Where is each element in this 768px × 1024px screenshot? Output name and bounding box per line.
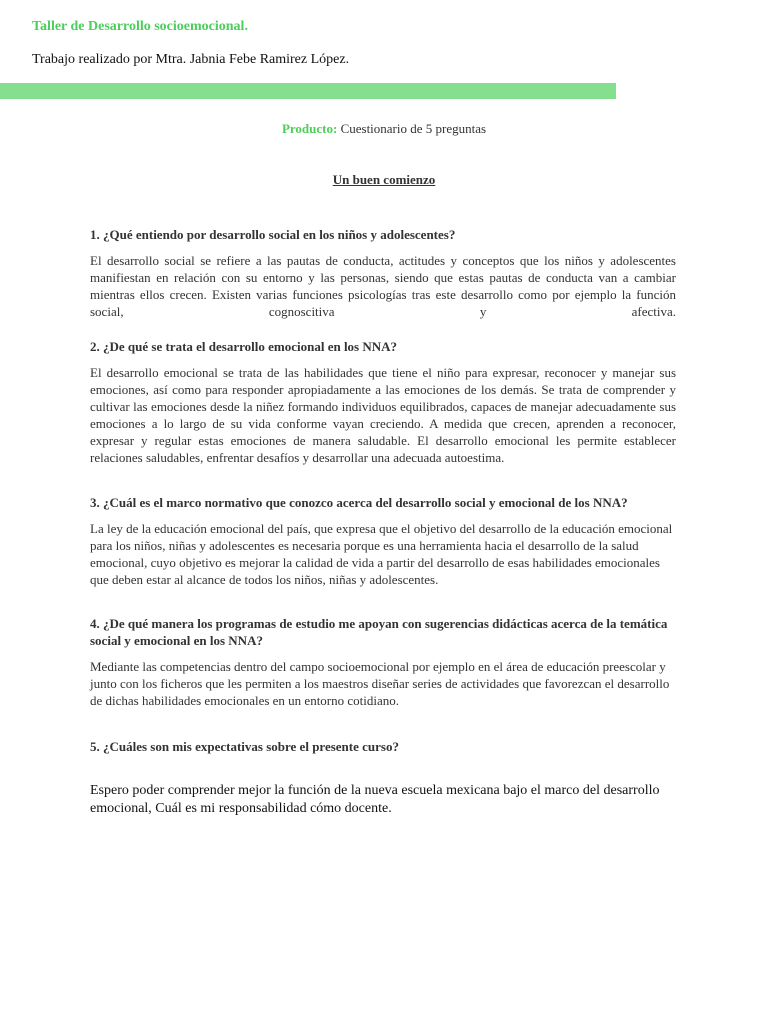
author-line: Trabajo realizado por Mtra. Jabnia Febe Ramirez López. xyxy=(32,52,350,67)
question-block-1 xyxy=(90,226,676,320)
question-3: 3. ¿Cuál es el marco normativo que conozco acerca del desarrollo social y emocional de los NNA? xyxy=(90,495,628,510)
document-title: Taller de Desarrollo socioemocional. xyxy=(32,19,248,34)
section-heading: Un buen comienzo xyxy=(332,172,436,187)
answer-4: Mediante las competencias dentro del campo socioemocional por ejemplo en el área de educación preescolar y junto con los ficheros que les permiten a los maestros diseñar series de actividades que favorezcan el desarrollo de dichas habilidades emocionales en un entorno cotidiano. xyxy=(90,659,670,708)
product-line xyxy=(0,121,768,137)
question-4: 4. ¿De qué manera los programas de estudio me apoyan con sugerencias didácticas acerca de la temática social y emocional en los NNA? xyxy=(90,616,668,648)
answer-3: La ley de la educación emocional del país, que expresa que el objetivo del desarrollo de la educación emocional para los niños, niñas y adolescentes es necesaria porque es una herramienta hacia el desarrollo de la salud emocional, cuyo objetivo es mejorar la calidad de vida a partir del desarrollo de esas habilidades emocionales que deben estar al alcance de todos los niños, niñas y adolescentes. xyxy=(90,521,673,587)
answer-2: El desarrollo emocional se trata de las habilidades que tiene el niño para expresar, reconocer y manejar sus emociones, así como para responder apropiadamente a las emociones de los demás. Se trata de comprender y cultivar las emociones desde la niñez formando individuos equilibrados, capaces de manejar adecuadamente sus emociones a lo largo de su vida conforme vayan creciendo. A medida que crecen, aprenden a reconocer, expresar y regular estas emociones de manera saludable. El desarrollo emocional les permite establecer relaciones saludables, enfrentar desafíos y desarrollar una adecuada autoestima. xyxy=(90,365,676,465)
green-divider-bar xyxy=(0,83,616,99)
question-block-5 xyxy=(90,738,676,818)
question-block-4 xyxy=(90,615,676,709)
product-value: Cuestionario de 5 preguntas xyxy=(337,121,487,136)
product-label: Producto: xyxy=(281,121,338,136)
question-block-2 xyxy=(90,338,676,466)
question-1: 1. ¿Qué entiendo por desarrollo social en los niños y adolescentes? xyxy=(90,227,456,242)
question-2: 2. ¿De qué se trata el desarrollo emocional en los NNA? xyxy=(90,339,398,354)
answer-1: El desarrollo social se refiere a las pautas de conducta, actitudes y conceptos que los niños y adolescentes manifiestan en relación con su entorno y las personas, siendo que estas pautas de conducta van a cambiar mientras ellos crecen. Existen varias funciones psicologías tras este desarrollo como por ejemplo la función social, cognoscitiva y afectiva. xyxy=(90,253,676,319)
question-block-3 xyxy=(90,494,676,588)
answer-5: Espero poder comprender mejor la función de la nueva escuela mexicana bajo el marco del desarrollo emocional, Cuál es mi responsabilidad cómo docente. xyxy=(90,783,660,816)
question-5: 5. ¿Cuáles son mis expectativas sobre el presente curso? xyxy=(90,739,399,754)
